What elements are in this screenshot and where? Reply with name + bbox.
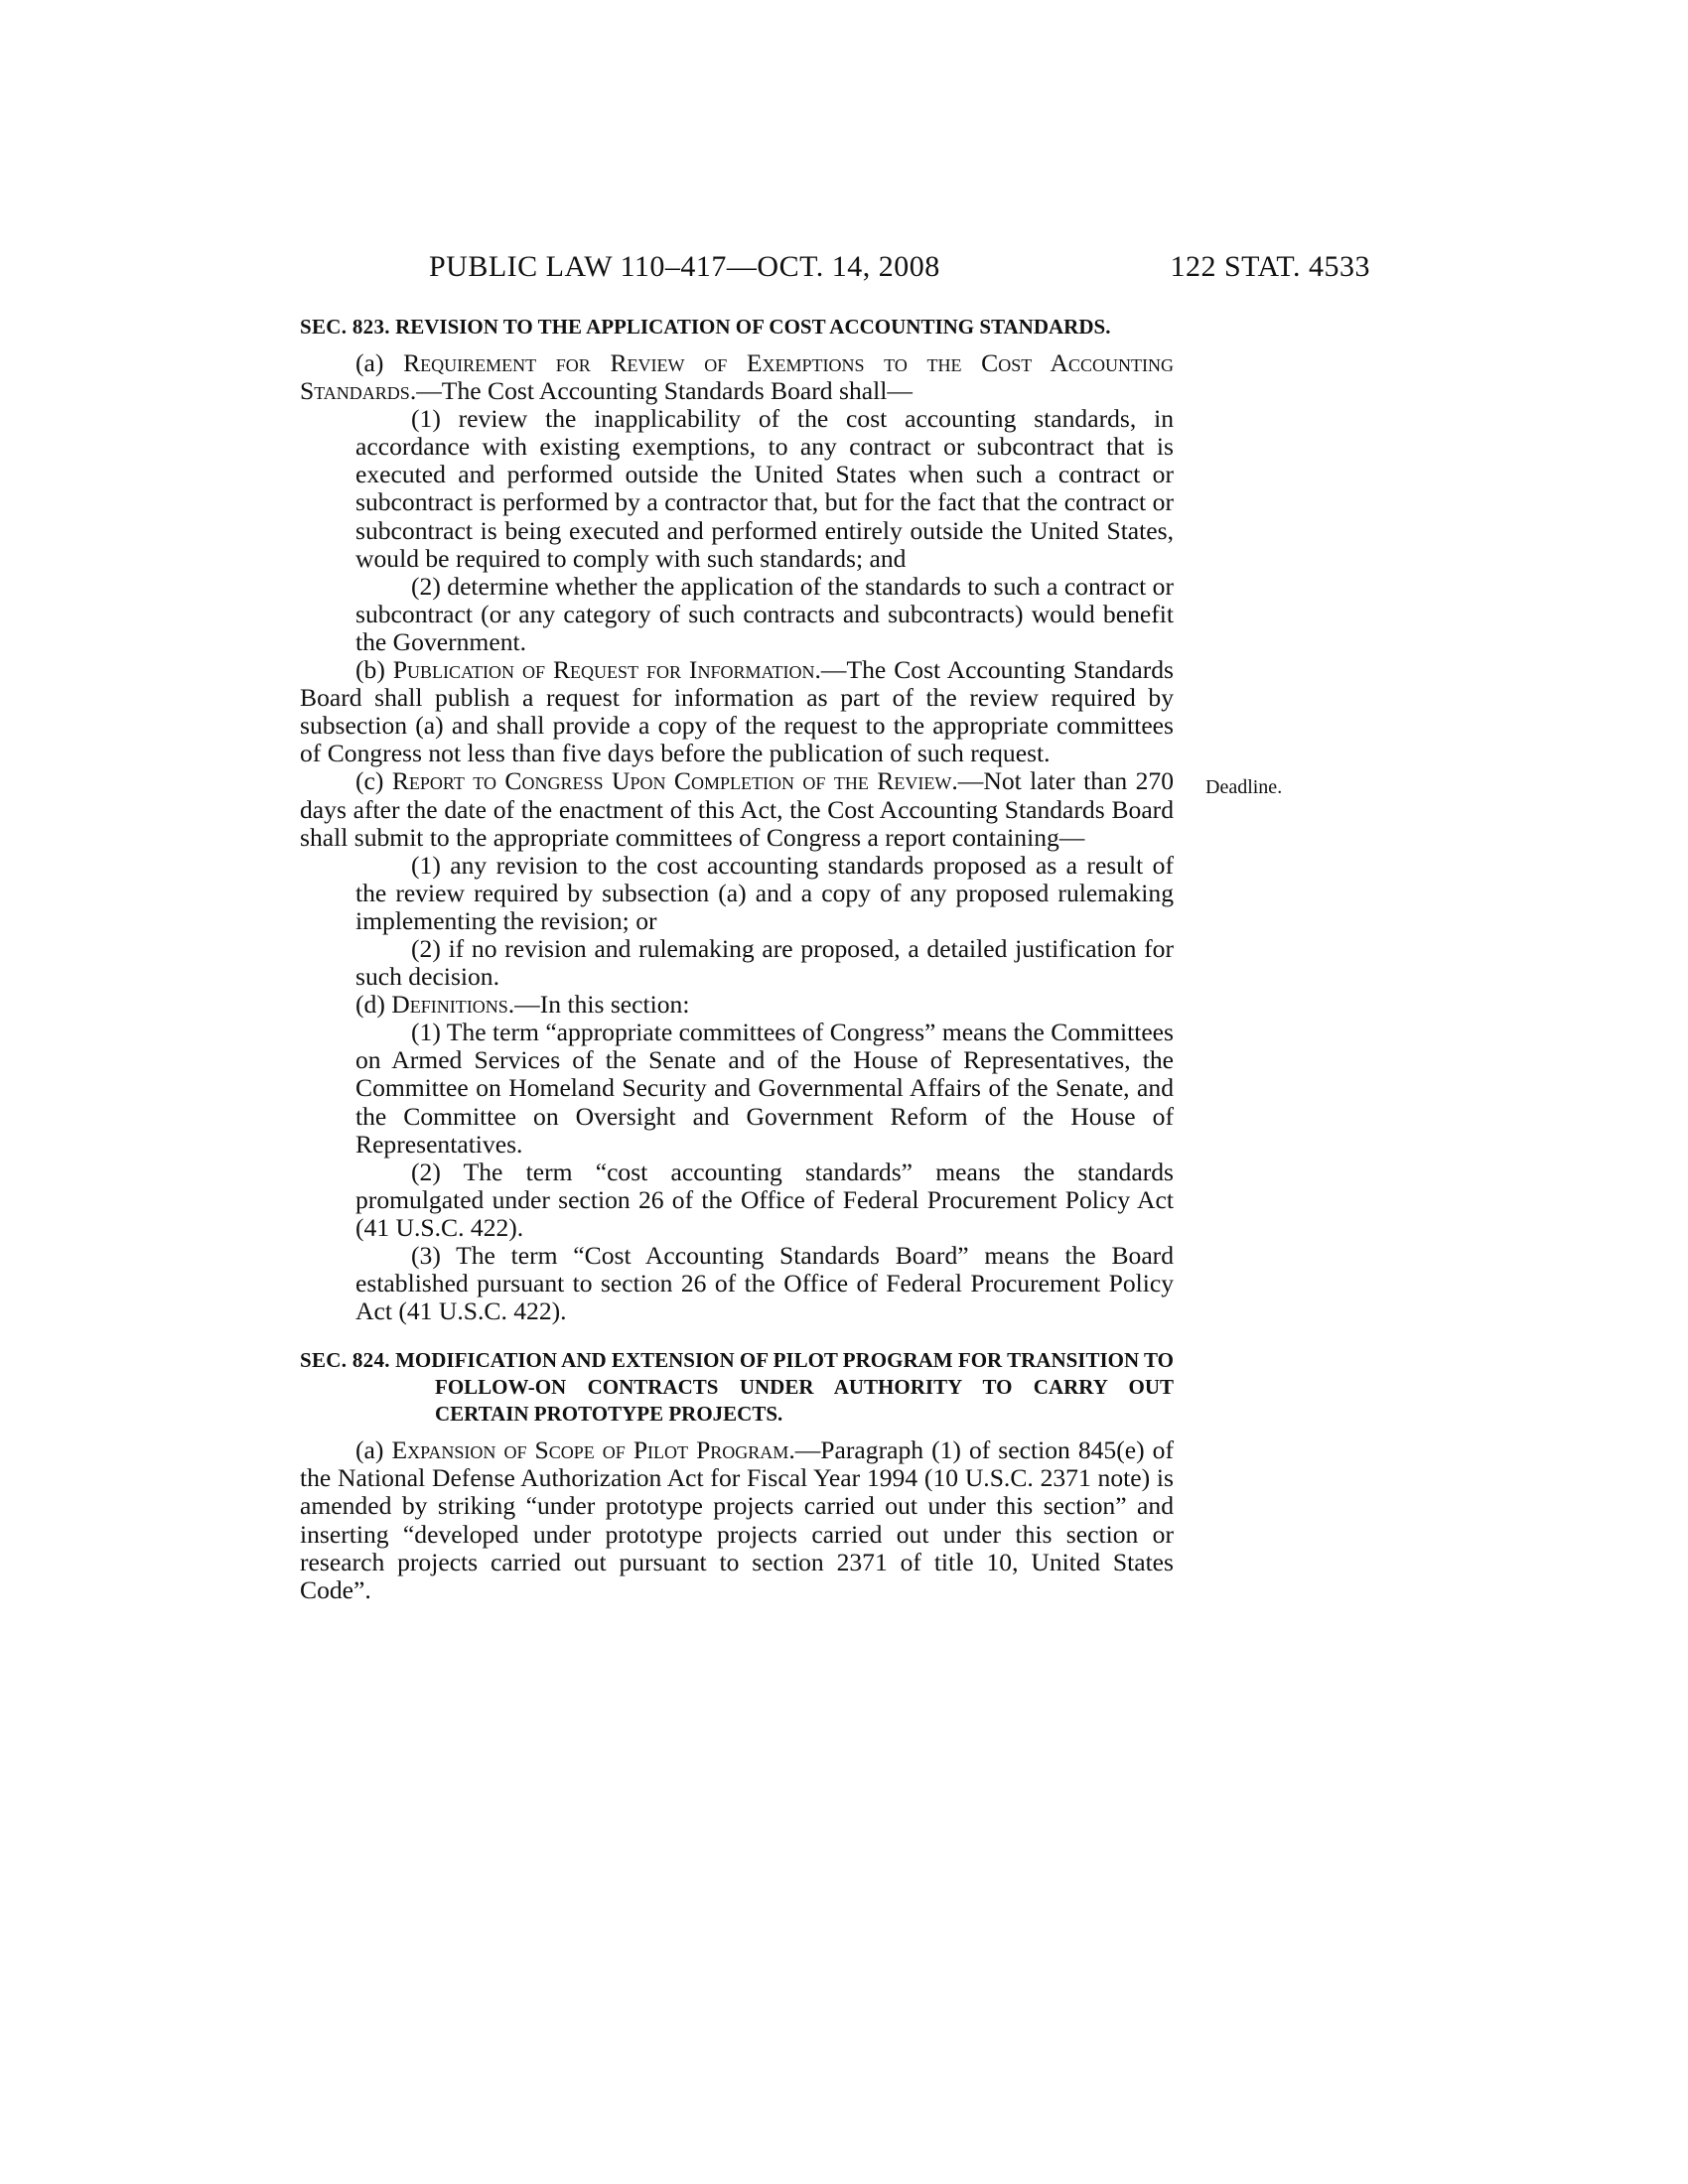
subsection-heading: Publication of Request for Information [392, 655, 815, 685]
document-body [300, 314, 1174, 1604]
subsection-824-a: (a) Expansion of Scope of Pilot Program.—Paragraph (1) of section 845(e) of the National Defense Authorization Act for Fiscal Year 1994 (10 U.S.C. 2371 note) is amended by striking “under prototype projects carried out under this section” and inserting “developed under prototype projects carried out under this section or research projects carried out pursuant to section 2371 of title 10, United States Code”. [300, 1435, 1174, 1604]
subsection-823-d: (d) Definitions.—In this section: [355, 990, 690, 1020]
statute-page-reference: 122 STAT. 4533 [1170, 250, 1370, 283]
subsection-823-c: (c) Report to Congress Upon Completion of the Review.—Not later than 270 days after the date of the enactment of this Act, the Cost Accounting Standards Board shall submit to the appropriate committees of Congress a report containing— [300, 766, 1174, 852]
subsection-heading: Definitions [391, 990, 508, 1020]
law-citation-header: PUBLIC LAW 110–417—OCT. 14, 2008 [429, 250, 940, 283]
paragraph-823-d-1: (1) The term “appropriate committees of Congress” means the Committees on Armed Services of the Senate and of the House of Representatives, the Committee on Homeland Security and Governmental Affairs of the Senate, and the Committee on Oversight and Government Reform of the House of Representatives. [355, 1018, 1174, 1159]
subsection-heading: Report to Congress Upon Completion of the Review [391, 766, 952, 796]
paragraph-823-d-2: (2) The term “cost accounting standards” means the standards promulgated under section 26 of the Office of Federal Procurement Policy Act (41 U.S.C. 422). [355, 1157, 1174, 1242]
subsection-823-b: (b) Publication of Request for Information.—The Cost Accounting Standards Board shall publish a request for information as part of the review required by subsection (a) and shall provide a copy of the request to the appropriate committees of Congress not less than five days before the publication of such request. [300, 655, 1174, 768]
running-header [298, 250, 1370, 290]
section-title: MODIFICATION AND EXTENSION OF PILOT PROGRAM FOR TRANSITION TO FOLLOW-ON CONTRACTS UNDER AUTHORITY TO CARRY OUT CERTAIN PROTOTYPE PROJECTS. [395, 1348, 1175, 1427]
section-823-heading [300, 314, 1174, 341]
paragraph-823-a-2: (2) determine whether the application of the standards to such a contract or subcontract (or any category of such contracts and subcontracts) would benefit the Government. [355, 571, 1174, 656]
section-title: REVISION TO THE APPLICATION OF COST ACCOUNTING STANDARDS. [395, 315, 1111, 339]
paragraph-823-a-1: (1) review the inapplicability of the cost accounting standards, in accordance with existing exemptions, to any contract or subcontract that is executed and performed outside the United States when such a contract or subcontract is performed by a contractor that, but for the fact that the contract or subcontract is being executed and performed entirely outside the United States, would be required to comply with such standards; and [355, 404, 1174, 573]
subsection-heading: Requirement for Review of Exemptions to the Cost Accounting Standards [300, 348, 1174, 406]
margin-note-deadline: Deadline. [1205, 776, 1283, 798]
paragraph-823-d-3: (3) The term “Cost Accounting Standards Board” means the Board established pursuant to section 26 of the Office of Federal Procurement Policy Act (41 U.S.C. 422). [355, 1241, 1174, 1326]
subsection-heading: Expansion of Scope of Pilot Program [391, 1435, 789, 1465]
paragraph-823-c-1: (1) any revision to the cost accounting standards proposed as a result of the review required by subsection (a) and a copy of any proposed rulemaking implementing the revision; or [355, 850, 1174, 935]
section-824-heading [300, 1347, 1174, 1428]
section-number: SEC. 824. [300, 1348, 390, 1373]
subsection-823-a: (a) Requirement for Review of Exemptions to the Cost Accounting Standards.—The Cost Accounting Standards Board shall— [300, 348, 1174, 406]
paragraph-823-c-2: (2) if no revision and rulemaking are proposed, a detailed justification for such decision. [355, 933, 1174, 992]
section-number: SEC. 823. [300, 315, 390, 339]
